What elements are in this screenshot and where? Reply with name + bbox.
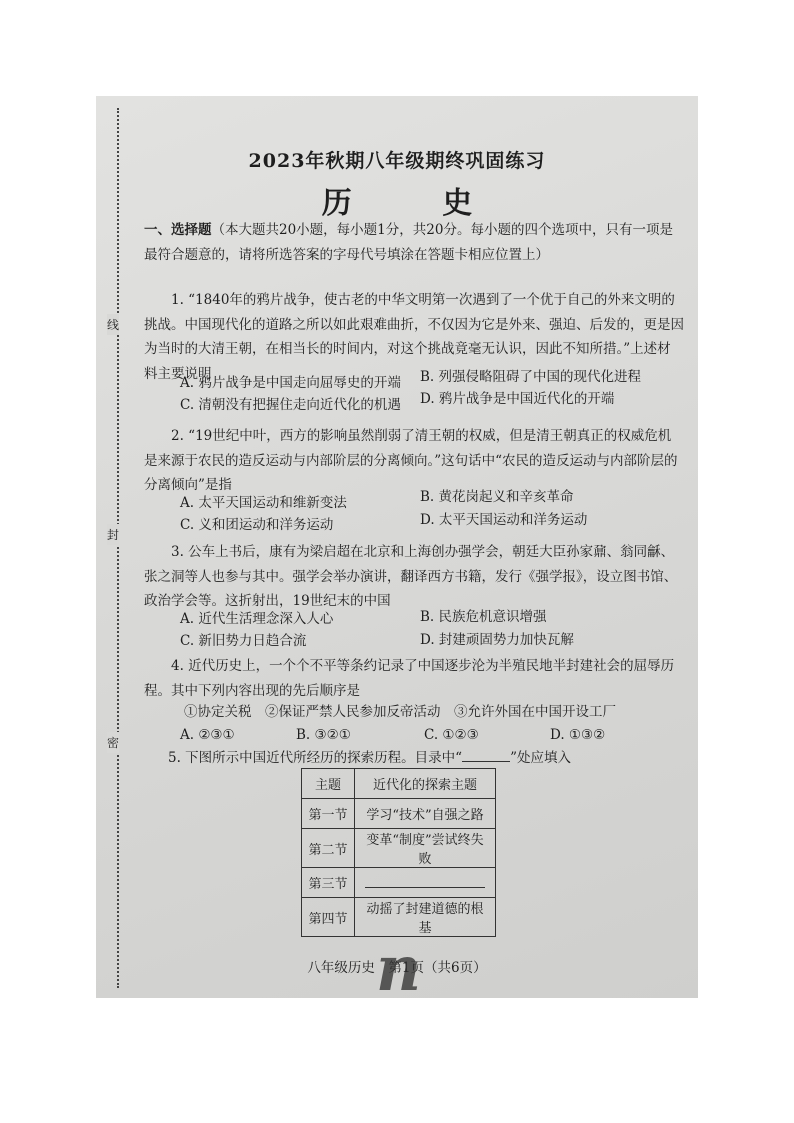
q3-option-d: D. 封建顽固势力加快瓦解: [420, 632, 574, 648]
q3-option-b: B. 民族危机意识增强: [420, 609, 547, 625]
section-instruction-text: （本大题共20小题，每小题1分，共20分。每小题的四个选项中，只有一项是最符合题意的，请将所选答案的字母代号填涂在答题卡相应位置上）: [144, 222, 673, 263]
question-5-stem: [168, 747, 571, 769]
table-row: [302, 898, 496, 937]
table-header-row: [302, 769, 496, 799]
question-4-stem: 4. 近代历史上，一个个不平等条约记录了中国逐步沦为半殖民地半封建社会的屈辱历程。其中下列内容出现的先后顺序是: [144, 658, 675, 699]
q1-option-a: A. 鸦片战争是中国走向屈辱史的开端: [180, 375, 401, 391]
q3-option-a: A. 近代生活理念深入人心: [180, 611, 334, 627]
q4-option-b: B. ③②①: [296, 727, 351, 743]
q1-option-d: D. 鸦片战争是中国近代化的开端: [420, 391, 615, 407]
q1-option-b: B. 列强侵略阻碍了中国的现代化进程: [420, 369, 642, 385]
section-heading: 一、选择题: [144, 222, 212, 238]
q5-stem-start: 5. 下图所示中国近代所经历的探索历程。目录中“: [168, 750, 463, 766]
binding-label-xian: 线: [107, 314, 119, 335]
binding-label-feng: 封: [107, 524, 119, 545]
exploration-table: [301, 768, 496, 937]
table-header-cell: 主题: [302, 769, 355, 799]
table-cell: 第三节: [302, 868, 355, 898]
q2-option-b: B. 黄花岗起义和辛亥革命: [420, 489, 574, 505]
table-cell: 变革“制度”尝试终失败: [355, 829, 496, 868]
q3-option-c: C. 新旧势力日趋合流: [180, 633, 307, 649]
table-row: [302, 868, 496, 898]
q5-stem-end: ”处应填入: [510, 750, 571, 766]
q4-option-c: C. ①②③: [424, 727, 479, 743]
table-blank-cell: [355, 868, 496, 898]
exam-title: 2023年秋期八年级期终巩固练习: [248, 150, 546, 172]
q4-items: ①协定关税 ②保证严禁人民参加反帝活动 ③允许外国在中国开设工厂: [184, 704, 616, 720]
watermark-logo: n: [376, 932, 422, 998]
table-cell: 第二节: [302, 829, 355, 868]
binding-dotted-line: [117, 108, 119, 988]
q2-option-d: D. 太平天国运动和洋务运动: [420, 512, 588, 528]
q2-option-c: C. 义和团运动和洋务运动: [180, 517, 334, 533]
exam-page: [96, 96, 698, 998]
table-row: [302, 799, 496, 829]
binding-label-mi: 密: [107, 732, 119, 753]
table-row: [302, 829, 496, 868]
table-header-cell: 近代化的探索主题: [355, 769, 496, 799]
table-cell: 学习“技术”自强之路: [355, 799, 496, 829]
q5-blank: [462, 761, 510, 762]
subject-title: 历 史: [321, 186, 513, 221]
question-1-stem: 1. “1840年的鸦片战争，使古老的中华文明第一次遇到了一个优于自己的外来文明的挑战。中国现代化的道路之所以如此艰难曲折，不仅因为它是外来、强迫、后发的，更是因为当时的大清王朝，在相当长的时间内，对这个挑战竟毫无认识，因此不知所措。”上述材料主要说明: [144, 292, 684, 382]
question-2-stem: 2. “19世纪中叶，西方的影响虽然削弱了清王朝的权威，但是清王朝真正的权威危机是来源于农民的造反运动与内部阶层的分离倾向。”这句话中“农民的造反运动与内部阶层的分离倾向”是指: [144, 428, 678, 493]
answer-blank-line: [365, 873, 485, 888]
table-cell: 第四节: [302, 898, 355, 937]
q2-option-a: A. 太平天国运动和维新变法: [180, 495, 347, 511]
section-instructions: [144, 218, 684, 267]
table-cell: 第一节: [302, 799, 355, 829]
q1-option-c: C. 清朝没有把握住走向近代化的机遇: [180, 397, 401, 413]
table-cell: 动摇了封建道德的根基: [355, 898, 496, 937]
question-3-stem: 3. 公车上书后，康有为梁启超在北京和上海创办强学会，朝廷大臣孙家鼐、翁同龢、张之洞等人也参与其中。强学会举办演讲，翻译西方书籍，发行《强学报》，设立图书馆、政治学会等。这折射出，19世纪末的中国: [144, 544, 678, 609]
q4-option-d: D. ①③②: [550, 727, 606, 743]
page-footer: 八年级历史 第1页（共6页）: [307, 960, 487, 976]
q4-option-a: A. ②③①: [180, 727, 235, 743]
